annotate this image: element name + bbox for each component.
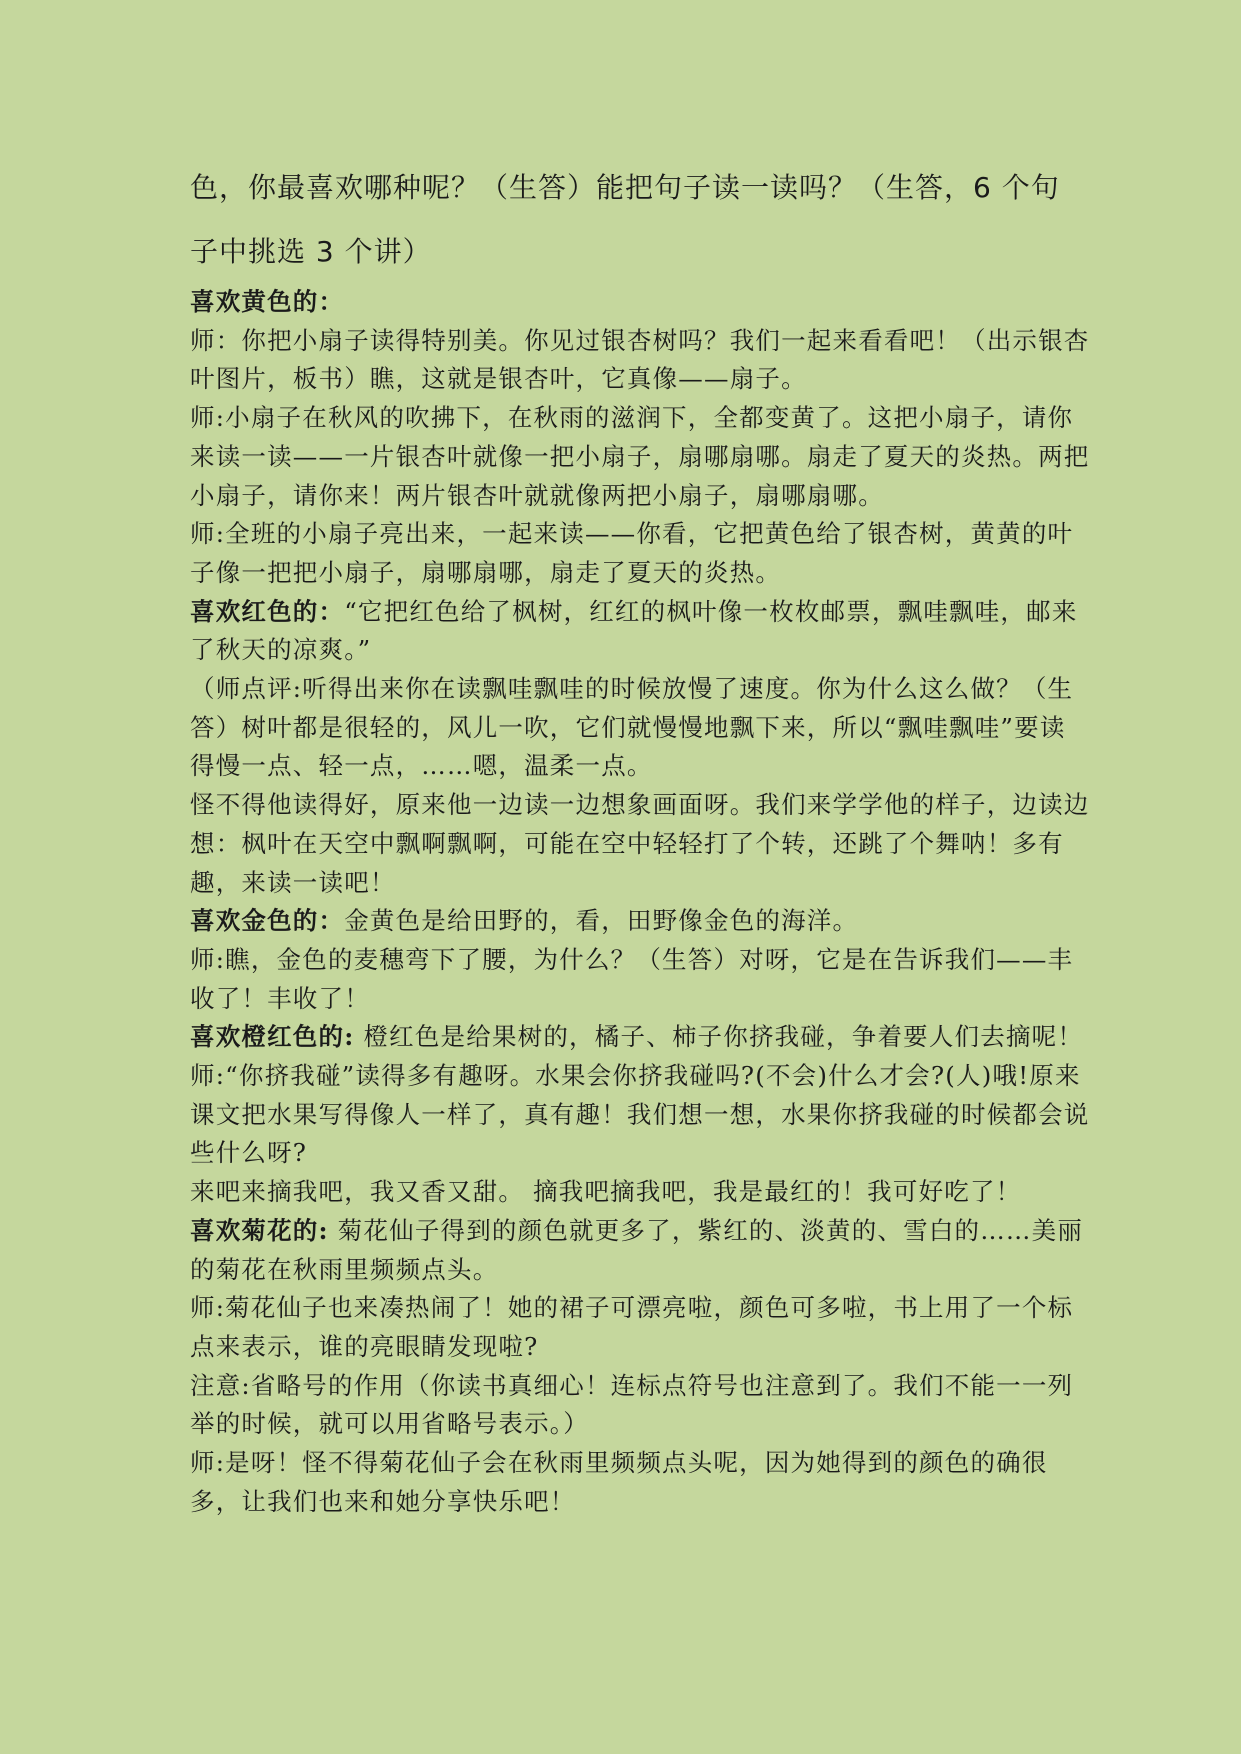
paragraph — [190, 593, 1090, 670]
bold-lead: 喜欢红色的： — [190, 596, 345, 626]
paragraph-text: “它把红色给了枫树，红红的枫叶像一枚枚邮票，飘哇飘哇，邮来了秋天的凉爽。” — [190, 596, 1078, 665]
bold-lead: 喜欢菊花的: — [190, 1215, 329, 1245]
intro-line-1: 色，你最喜欢哪种呢？（生答）能把句子读一读吗？（生答，6 个句 — [190, 171, 1060, 204]
paragraph — [190, 1444, 1090, 1521]
paragraph-text: 金黄色是给田野的，看，田野像金色的海洋。 — [344, 906, 859, 936]
paragraph-text: 师:小扇子在秋风的吹拂下，在秋雨的滋润下，全都变黄了。这把小扇子，请你来读一读——一片银杏叶就像一把小扇子，扇哪扇哪。扇走了夏天的炎热。两把小扇子，请你来！两片银杏叶就就像两把小扇子，扇哪扇哪。 — [190, 403, 1090, 510]
paragraph-text: 师:“你挤我碰”读得多有趣呀。水果会你挤我碰吗?(不会)什么才会?(人)哦!原来课文把水果写得像人一样了，真有趣！我们想一想，水果你挤我碰的时候都会说些什么呀? — [190, 1061, 1090, 1168]
paragraph — [190, 902, 1090, 941]
paragraph — [190, 1057, 1090, 1173]
bold-lead: 喜欢金色的： — [190, 906, 345, 936]
paragraph-text: 师:瞧，金色的麦穗弯下了腰，为什么？（生答）对呀，它是在告诉我们——丰收了！丰收了！ — [190, 944, 1074, 1013]
paragraph — [190, 283, 1090, 322]
bold-lead: 喜欢橙红色的: — [190, 1022, 355, 1052]
paragraph — [190, 1289, 1090, 1366]
paragraph-text: 怪不得他读得好，原来他一边读一边想象画面呀。我们来学学他的样子，边读边想：枫叶在天空中飘啊飘啊，可能在空中轻轻打了个转，还跳了个舞呐！多有趣，来读一读吧！ — [190, 790, 1090, 897]
paragraph — [190, 1212, 1090, 1289]
paragraph — [190, 515, 1090, 592]
paragraph — [190, 1367, 1090, 1444]
paragraph — [190, 1018, 1090, 1057]
intro-block — [190, 156, 1070, 284]
bold-lead: 喜欢黄色的： — [190, 287, 345, 316]
paragraph-text: （师点评:听得出来你在读飘哇飘哇的时候放慢了速度。你为什么这么做？（生答）树叶都是很轻的，风儿一吹，它们就慢慢地飘下来，所以“飘哇飘哇”要读得慢一点、轻一点，……嗯，温柔一点。 — [190, 674, 1074, 781]
paragraph-text: 橙红色是给果树的，橘子、柿子你挤我碰，争着要人们去摘呢！ — [354, 1022, 1084, 1052]
intro-line-2: 子中挑选 3 个讲） — [190, 235, 432, 268]
paragraph-text: 注意:省略号的作用（你读书真细心！连标点符号也注意到了。我们不能一一列举的时候，就可以用省略号表示。） — [190, 1370, 1074, 1439]
paragraph-text: 师:菊花仙子也来凑热闹了！她的裙子可漂亮啦，颜色可多啦，书上用了一个标点来表示，谁的亮眼睛发现啦? — [190, 1293, 1074, 1361]
paragraph — [190, 941, 1090, 1018]
paragraph-text: 师:是呀！怪不得菊花仙子会在秋雨里频频点头呢，因为她得到的颜色的确很多，让我们也来和她分享快乐吧！ — [190, 1448, 1048, 1516]
paragraph-text: 师:全班的小扇子亮出来，一起来读——你看，它把黄色给了银杏树，黄黄的叶子像一把把小扇子，扇哪扇哪，扇走了夏天的炎热。 — [190, 519, 1074, 587]
paragraph-text: 来吧来摘我吧，我又香又甜。 摘我吧摘我吧，我是最红的！我可好吃了！ — [190, 1177, 1022, 1207]
body-text — [190, 283, 1090, 1522]
paragraph — [190, 670, 1090, 786]
paragraph — [190, 1173, 1090, 1212]
paragraph — [190, 399, 1090, 515]
paragraph — [190, 322, 1090, 399]
paragraph-text: 菊花仙子得到的颜色就更多了，紫红的、淡黄的、雪白的……美丽的菊花在秋雨里频频点头。 — [190, 1215, 1084, 1284]
paragraph — [190, 786, 1090, 902]
paragraph-text: 师：你把小扇子读得特别美。你见过银杏树吗？我们一起来看看吧！（出示银杏叶图片，板书）瞧，这就是银杏叶，它真像——扇子。 — [190, 325, 1090, 394]
